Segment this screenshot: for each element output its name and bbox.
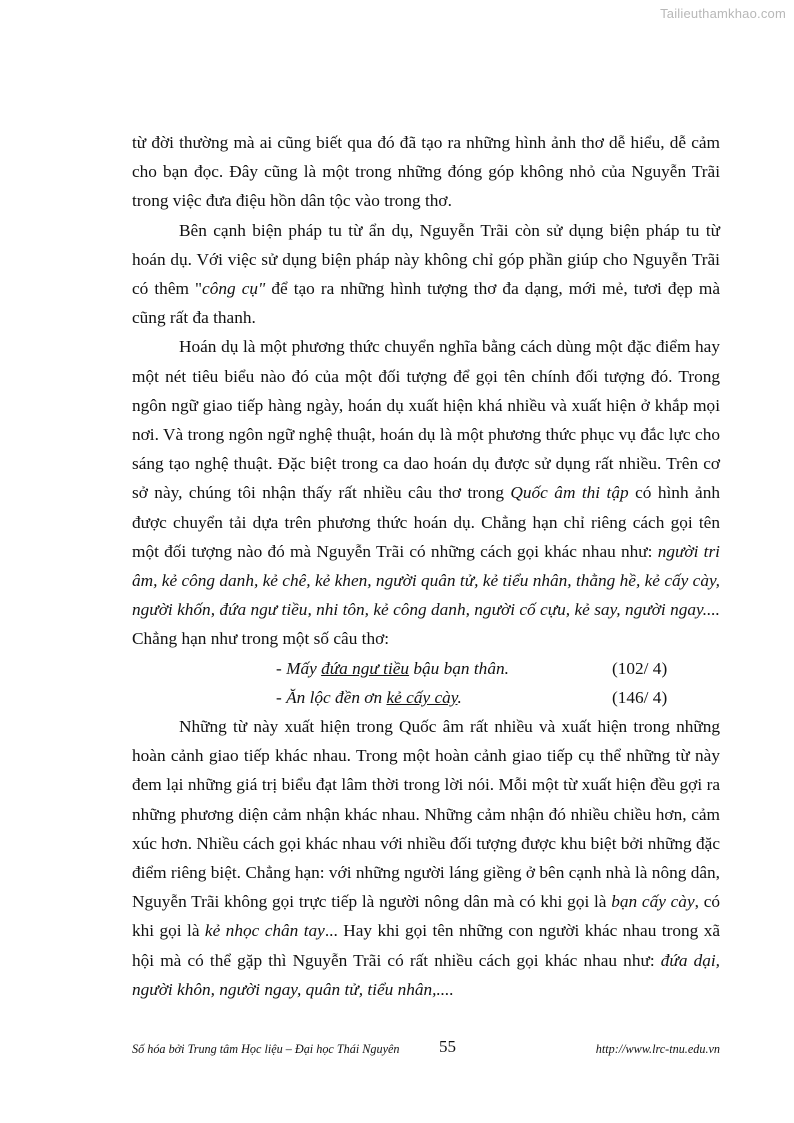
watermark: Tailieuthamkhao.com <box>660 6 786 21</box>
footer-source: Số hóa bởi Trung tâm Học liệu – Đại học Thái Nguyên <box>132 1042 400 1056</box>
paragraph-3 <box>132 332 720 653</box>
paragraph-4-italic-3: đứa dại, người khôn, người ngay, quân tử, tiểu nhân,.... <box>132 950 721 999</box>
footer-url: http://www.lrc-tnu.edu.vn <box>595 1042 720 1056</box>
example-line-2 <box>132 683 720 712</box>
page-number: 55 <box>439 1037 456 1056</box>
example-line-1 <box>132 654 720 683</box>
paragraph-3-italic-1: Quốc âm thi tập <box>510 483 629 503</box>
paragraph-3-text-c: Chẳng hạn như trong một số câu thơ: <box>132 629 390 649</box>
paragraph-1: từ đời thường mà ai cũng biết qua đó đã tạo ra những hình ảnh thơ dễ hiểu, dễ cảm cho bạn đọc. Đây cũng là một trong những đóng góp không nhỏ của Nguyễn Trãi trong việc đưa điệu hồn dân tộc vào trong thơ. <box>132 133 720 211</box>
paragraph-2 <box>132 216 720 333</box>
paragraph-3-text-a: Hoán dụ là một phương thức chuyển nghĩa bằng cách dùng một đặc điểm hay một nét tiêu biểu nào đó của một đối tượng để gọi tên chính đối tượng đó. Trong ngôn ngữ giao tiếp hàng ngày, hoán dụ xuất hiện khá nhiều và xuất hiện ở khắp mọi nơi. Và trong ngôn ngữ nghệ thuật, hoán dụ là một phương thức phục vụ đắc lực cho sáng tạo nghệ thuật. Đặc biệt trong ca dao hoán dụ được sử dụng rất nhiều. Trên cơ sở này, chúng tôi nhận thấy rất nhiều câu thơ trong <box>132 337 720 503</box>
paragraph-2-text-a: Bên cạnh biện pháp tu từ ẩn dụ, Nguyễn Trãi còn sử dụng biện pháp tu từ hoán dụ. Với việc sử dụng biện pháp này không chỉ góp phần giúp cho Nguyễn Trãi có thêm " <box>132 220 720 299</box>
example-1-ref: (102/ 4) <box>612 658 668 678</box>
example-2-text: - Ăn lộc đền ơn kẻ cấy cày. <box>276 687 462 707</box>
example-2-ref: (146/ 4) <box>612 687 668 707</box>
example-2-underlined: kẻ cấy cày <box>386 687 458 707</box>
page-footer <box>132 1033 720 1063</box>
paragraph-2-italic: công cụ" <box>202 279 266 299</box>
paragraph-4-italic-1: bạn cấy cày <box>611 892 695 912</box>
paragraph-2-text-b: để tạo ra những hình tượng thơ đa dạng, mới mẻ, tươi đẹp mà cũng rất đa thanh. <box>132 279 721 328</box>
example-1-text: - Mấy đứa ngư tiều bậu bạn thân. <box>276 658 509 678</box>
page-body <box>132 128 720 1004</box>
paragraph-4: Những từ này xuất hiện trong Quốc âm rất nhiều và xuất hiện trong những hoàn cảnh giao tiếp khác nhau. Trong một hoàn cảnh giao tiếp cụ thể những từ này đem lại những giá trị biểu đạt lâm thời trong lời nói. Mỗi một từ xuất hiện đều gợi ra những phương diện cảm nhận khác nhau. Những cảm nhận đó nhiều chiều hơn, cảm xúc hơn. Nhiều cách gọi khác nhau với nhiều đối tượng được khu biệt bởi những đặc điểm riêng biệt. Chẳng hạn: với những người láng giềng ở bên cạnh nhà là nông dân, Nguyễn Trãi không gọi trực tiếp là người nông dân mà có khi gọi là bạn cấy cày, có khi gọi là kẻ nhọc chân tay... Hay khi gọi tên những con người khác nhau trong xã hội mà có thể gặp thì Nguyễn Trãi có rất nhiều cách gọi khác nhau như: đứa dại, người khôn, người ngay, quân tử, tiểu nhân,.... <box>132 717 721 999</box>
paragraph-3-text-b: có hình ảnh được chuyển tải dựa trên phương thức hoán dụ. Chẳng hạn chỉ riêng cách gọi tên một đối tượng nào đó mà Nguyễn Trãi có những cách gọi khác nhau như: <box>132 483 720 561</box>
paragraph-3-italic-2: người tri âm, kẻ công danh, kẻ chê, kẻ khen, người quân tử, kẻ tiểu nhân, thằng hề, kẻ cấy cày, người khốn, đứa ngư tiều, nhi tôn, kẻ công danh, người cố cựu, kẻ say, người ngay.... <box>132 541 720 620</box>
paragraph-4-italic-2: kẻ nhọc chân tay <box>204 921 325 941</box>
example-1-underlined: đứa ngư tiều <box>321 658 410 678</box>
